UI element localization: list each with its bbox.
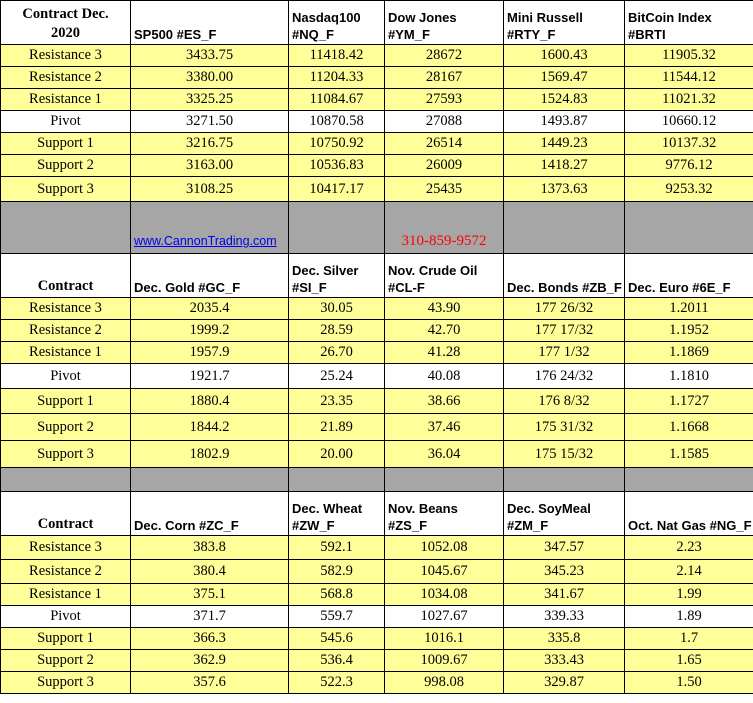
table-row [1,298,753,320]
level-value: 28167 [385,67,504,89]
level-value: 25.24 [289,364,385,389]
level-value: 1524.83 [504,89,625,111]
level-value: 1921.7 [131,364,289,389]
level-label: Resistance 3 [1,298,131,320]
level-value: 40.08 [385,364,504,389]
level-value: 1.1810 [625,364,753,389]
level-value: 10660.12 [625,111,753,133]
table-row [1,342,753,364]
level-value: 329.87 [504,672,625,694]
column-header: Dec. Gold #GC_F [131,254,289,298]
level-value: 1373.63 [504,177,625,202]
level-label: Resistance 2 [1,560,131,584]
column-header: BitCoin Index #BRTI [625,1,753,45]
level-label: Support 3 [1,177,131,202]
table-row [1,133,753,155]
table-row [1,45,753,67]
level-value: 28.59 [289,320,385,342]
level-value: 1802.9 [131,441,289,468]
level-value: 11204.33 [289,67,385,89]
separator-cell [289,202,385,254]
level-value: 36.04 [385,441,504,468]
section-header-row [1,254,753,298]
column-header: Nov. Crude Oil #CL-F [385,254,504,298]
level-value: 3108.25 [131,177,289,202]
level-value: 2.14 [625,560,753,584]
level-value: 998.08 [385,672,504,694]
level-label: Resistance 2 [1,67,131,89]
level-value: 1009.67 [385,650,504,672]
level-value: 2035.4 [131,298,289,320]
level-value: 1.89 [625,606,753,628]
column-header: Dec. Wheat #ZW_F [289,492,385,536]
level-value: 177 26/32 [504,298,625,320]
table-row [1,441,753,468]
table-row [1,584,753,606]
level-value: 366.3 [131,628,289,650]
level-label: Support 1 [1,133,131,155]
level-value: 28672 [385,45,504,67]
column-header: Dec. Euro #6E_F [625,254,753,298]
level-label: Resistance 3 [1,536,131,560]
level-value: 1.99 [625,584,753,606]
table-row [1,111,753,133]
contract-header: Contract [1,254,131,298]
level-label: Support 2 [1,650,131,672]
level-value: 177 17/32 [504,320,625,342]
table-row [1,389,753,414]
level-value: 1999.2 [131,320,289,342]
level-value: 11544.12 [625,67,753,89]
level-value: 371.7 [131,606,289,628]
level-value: 9253.32 [625,177,753,202]
level-value: 1.1668 [625,414,753,441]
contract-header: Contract [1,492,131,536]
level-value: 20.00 [289,441,385,468]
level-value: 545.6 [289,628,385,650]
contract-header-line: Contract Dec. [22,5,109,22]
level-value: 176 8/32 [504,389,625,414]
level-value: 1.1585 [625,441,753,468]
column-header: Oct. Nat Gas #NG_F [625,492,753,536]
table-row [1,89,753,111]
level-value: 2.23 [625,536,753,560]
column-header: Dec. SoyMeal #ZM_F [504,492,625,536]
level-value: 37.46 [385,414,504,441]
level-value: 3325.25 [131,89,289,111]
level-value: 380.4 [131,560,289,584]
table-row [1,177,753,202]
level-value: 1045.67 [385,560,504,584]
level-value: 41.28 [385,342,504,364]
level-value: 11021.32 [625,89,753,111]
level-value: 383.8 [131,536,289,560]
level-value: 333.43 [504,650,625,672]
separator-cell [504,202,625,254]
level-value: 1844.2 [131,414,289,441]
level-value: 582.9 [289,560,385,584]
level-value: 27593 [385,89,504,111]
contract-header-line: 2020 [51,25,80,42]
table-row [1,67,753,89]
level-label: Support 3 [1,672,131,694]
level-value: 10870.58 [289,111,385,133]
level-label: Support 2 [1,414,131,441]
level-value: 1.1869 [625,342,753,364]
level-value: 592.1 [289,536,385,560]
level-value: 345.23 [504,560,625,584]
level-value: 1493.87 [504,111,625,133]
table-row [1,320,753,342]
level-value: 568.8 [289,584,385,606]
column-header: Mini Russell #RTY_F [504,1,625,45]
separator-cell [1,202,131,254]
level-label: Resistance 1 [1,584,131,606]
level-value: 1569.47 [504,67,625,89]
section-header-row [1,492,753,536]
table-row [1,414,753,441]
level-value: 522.3 [289,672,385,694]
level-value: 1.1727 [625,389,753,414]
level-value: 1.50 [625,672,753,694]
level-value: 10536.83 [289,155,385,177]
level-label: Resistance 2 [1,320,131,342]
level-value: 23.35 [289,389,385,414]
level-label: Support 3 [1,441,131,468]
level-value: 1418.27 [504,155,625,177]
table-row [1,155,753,177]
level-value: 42.70 [385,320,504,342]
level-value: 3380.00 [131,67,289,89]
level-value: 1027.67 [385,606,504,628]
level-value: 1.7 [625,628,753,650]
table-row [1,536,753,560]
level-value: 1449.23 [504,133,625,155]
level-value: 175 31/32 [504,414,625,441]
level-value: 26514 [385,133,504,155]
level-value: 177 1/32 [504,342,625,364]
level-value: 1.1952 [625,320,753,342]
level-value: 1600.43 [504,45,625,67]
column-header: Nov. Beans #ZS_F [385,492,504,536]
level-value: 11905.32 [625,45,753,67]
level-label: Resistance 1 [1,342,131,364]
level-label: Support 1 [1,628,131,650]
phone-number: 310-859-9572 [401,233,487,249]
level-value: 1016.1 [385,628,504,650]
column-header: Dec. Silver #SI_F [289,254,385,298]
level-value: 30.05 [289,298,385,320]
table-row [1,672,753,694]
level-value: 9776.12 [625,155,753,177]
level-value: 3271.50 [131,111,289,133]
level-label: Support 2 [1,155,131,177]
level-value: 10417.17 [289,177,385,202]
separator-row [1,468,753,492]
level-value: 26.70 [289,342,385,364]
level-value: 1052.08 [385,536,504,560]
level-value: 10750.92 [289,133,385,155]
contract-header [1,1,131,45]
level-label: Pivot [1,111,131,133]
separator-row [1,202,753,254]
table-row [1,606,753,628]
level-value: 176 24/32 [504,364,625,389]
column-header: Dec. Bonds #ZB_F [504,254,625,298]
level-value: 362.9 [131,650,289,672]
level-value: 43.90 [385,298,504,320]
level-value: 3216.75 [131,133,289,155]
level-value: 175 15/32 [504,441,625,468]
table-row [1,364,753,389]
level-value: 26009 [385,155,504,177]
table-row [1,650,753,672]
level-value: 1034.08 [385,584,504,606]
level-value: 1.2011 [625,298,753,320]
website-link[interactable]: www.CannonTrading.com [134,234,277,248]
level-value: 357.6 [131,672,289,694]
level-value: 38.66 [385,389,504,414]
table-row [1,560,753,584]
level-value: 1.65 [625,650,753,672]
level-label: Pivot [1,606,131,628]
level-value: 335.8 [504,628,625,650]
level-value: 1880.4 [131,389,289,414]
table-row [1,628,753,650]
level-value: 21.89 [289,414,385,441]
level-value: 3163.00 [131,155,289,177]
level-value: 339.33 [504,606,625,628]
level-value: 375.1 [131,584,289,606]
section-header-row [1,1,753,45]
level-value: 559.7 [289,606,385,628]
level-label: Resistance 1 [1,89,131,111]
column-header: Dec. Corn #ZC_F [131,492,289,536]
level-label: Pivot [1,364,131,389]
phone-cell [385,202,504,254]
column-header: Nasdaq100 #NQ_F [289,1,385,45]
level-label: Support 1 [1,389,131,414]
level-value: 347.57 [504,536,625,560]
level-value: 27088 [385,111,504,133]
level-value: 536.4 [289,650,385,672]
separator-cell [625,202,753,254]
column-header: SP500 #ES_F [131,1,289,45]
level-value: 25435 [385,177,504,202]
level-value: 10137.32 [625,133,753,155]
column-header: Dow Jones #YM_F [385,1,504,45]
level-value: 11418.42 [289,45,385,67]
website-cell [131,202,289,254]
level-label: Resistance 3 [1,45,131,67]
level-value: 3433.75 [131,45,289,67]
level-value: 341.67 [504,584,625,606]
level-value: 1957.9 [131,342,289,364]
level-value: 11084.67 [289,89,385,111]
